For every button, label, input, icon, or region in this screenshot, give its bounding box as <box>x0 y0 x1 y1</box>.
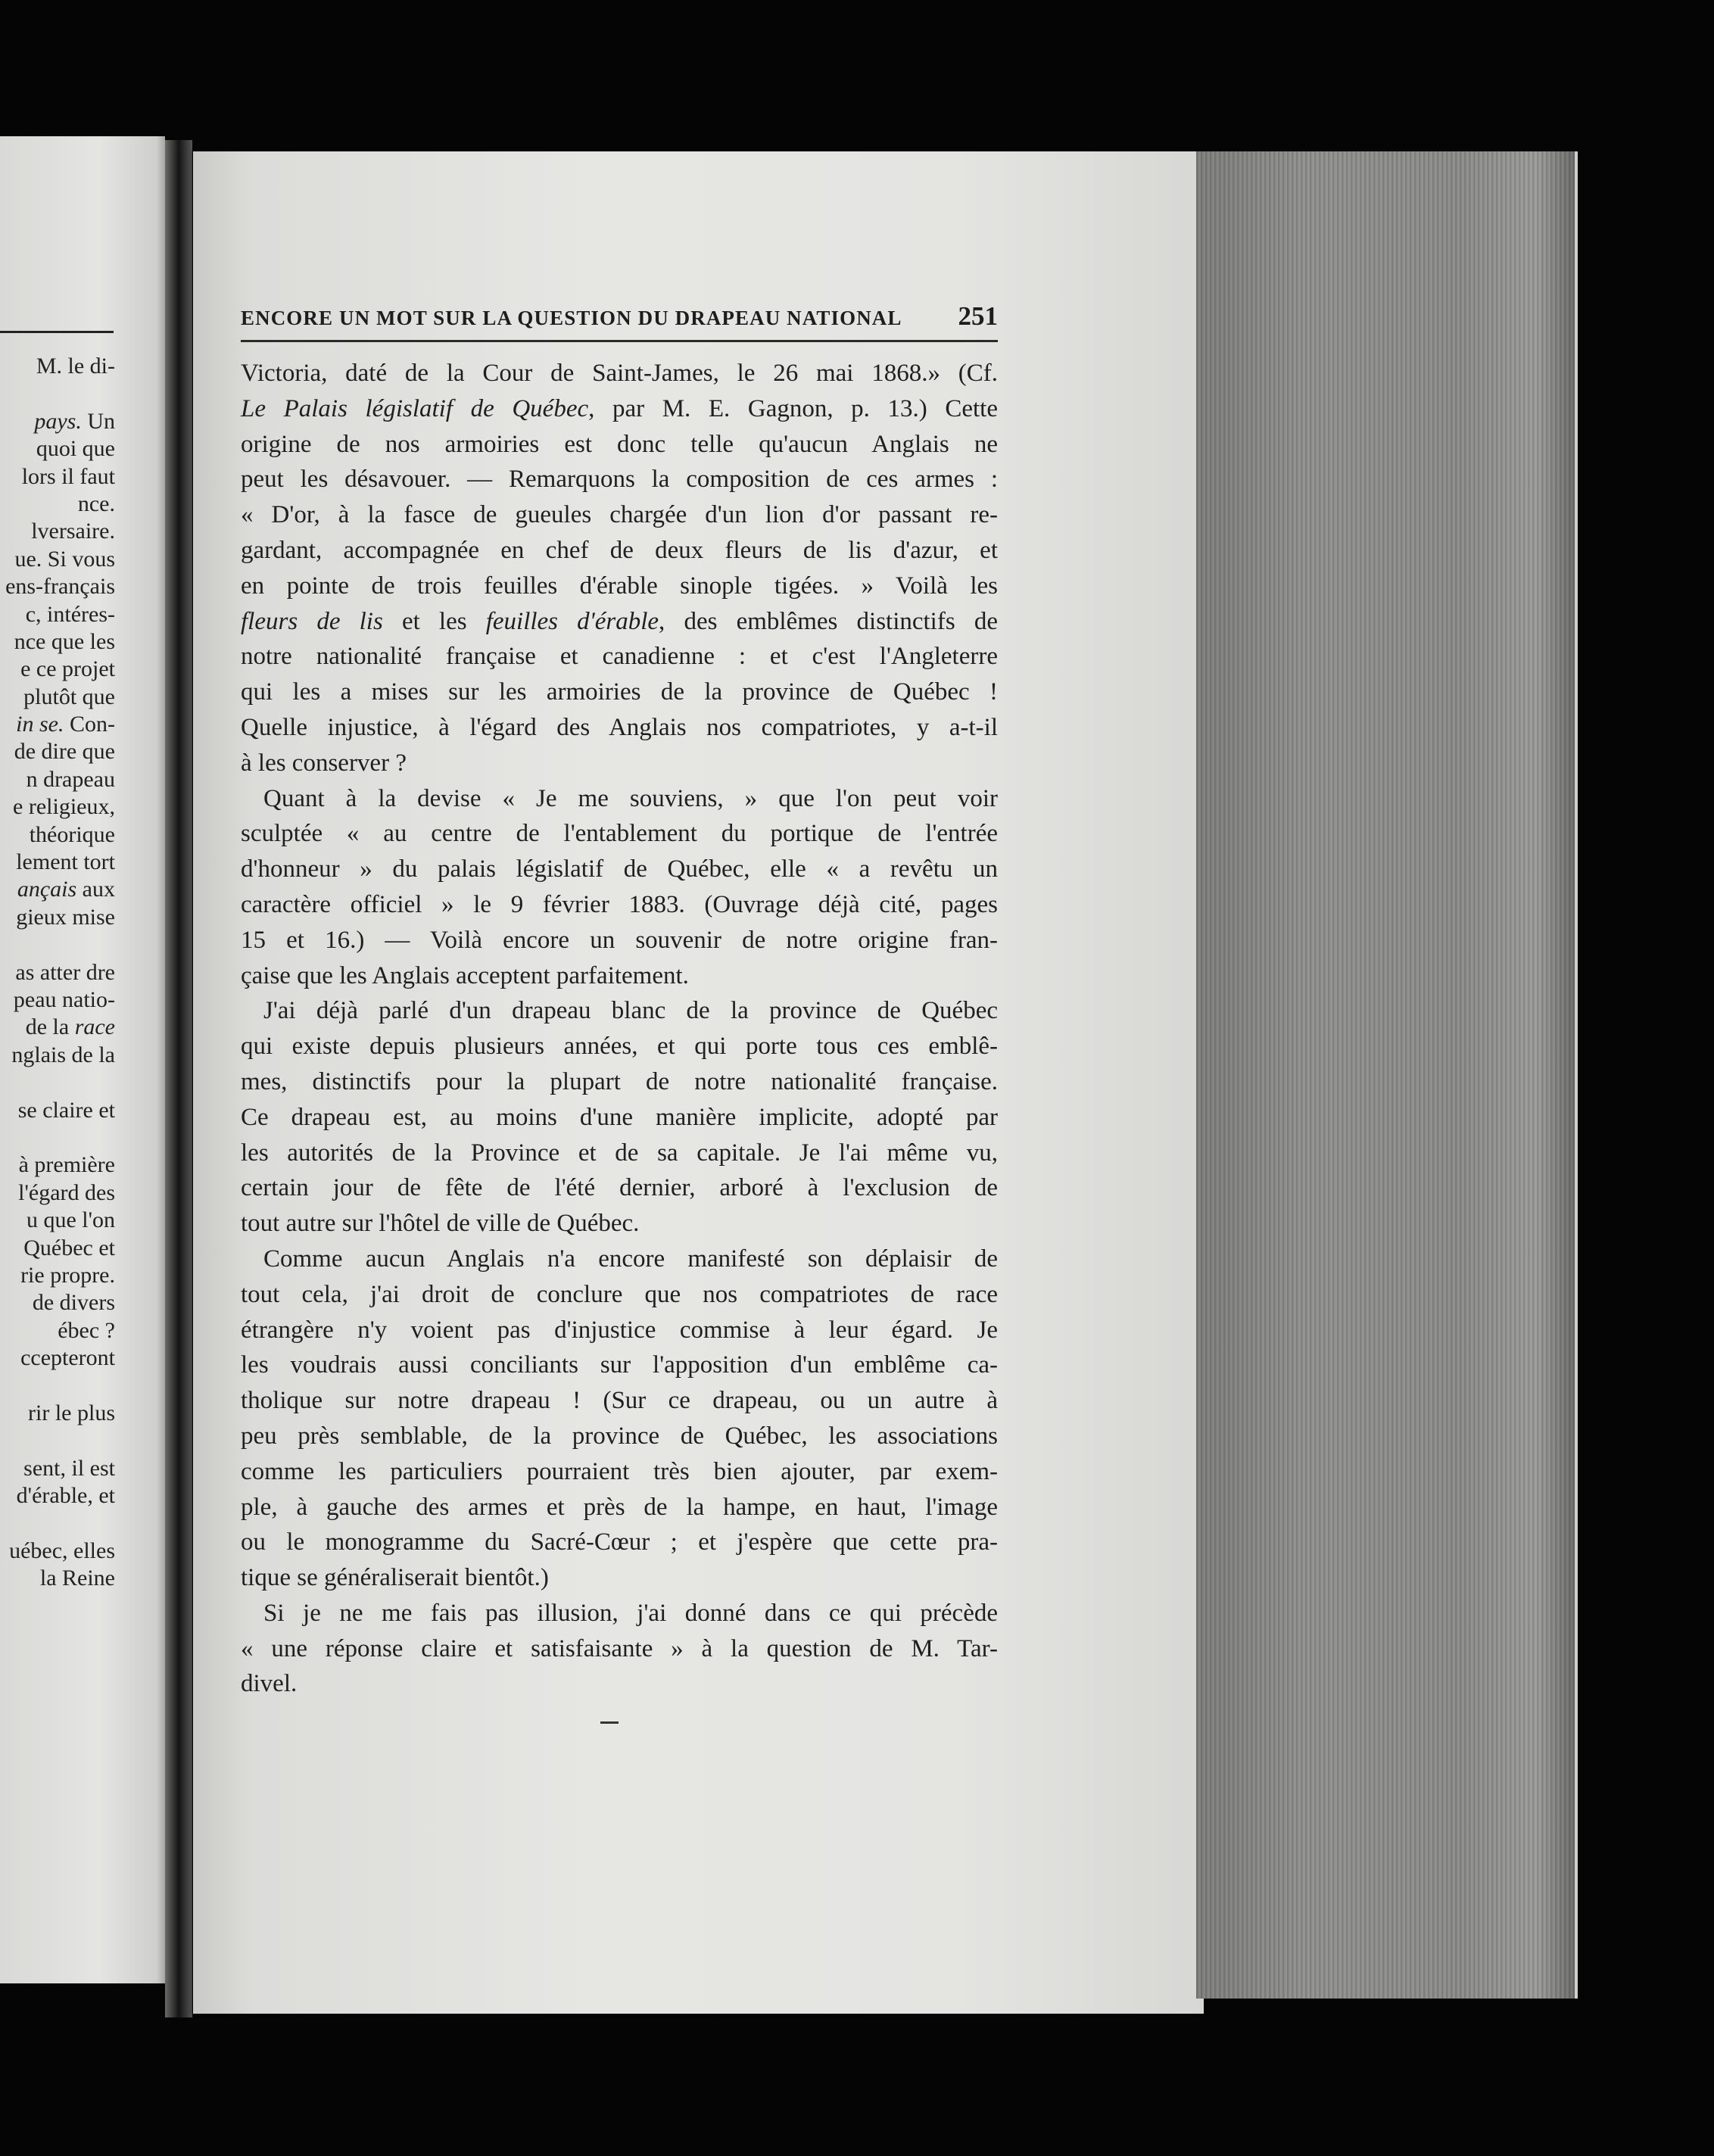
previous-page-rule <box>0 331 114 333</box>
previous-page-line: e religieux, <box>13 794 115 820</box>
text-line: peut les désavouer. — Remarquons la composition de ces armes : <box>241 466 998 494</box>
previous-page-line: nce que les <box>14 628 115 654</box>
previous-page-text <box>0 353 115 1593</box>
text-line: origine de nos armoiries est donc telle qu'aucun Anglais ne <box>241 430 998 458</box>
text-line: Ce drapeau est, au moins d'une manière implicite, adopté par <box>241 1103 998 1131</box>
running-head <box>241 301 998 336</box>
text-line: ple, à gauche des armes et près de la hampe, en haut, l'image <box>241 1493 998 1521</box>
previous-page-line <box>0 1124 115 1151</box>
text-line: mes, distinctifs pour la plupart de notre nationalité française. <box>241 1067 998 1095</box>
previous-page-line: la Reine <box>39 1566 115 1591</box>
previous-page-line: de la race <box>25 1014 115 1040</box>
text-line: tique se généraliserait bientôt.) <box>241 1564 549 1592</box>
previous-page-line: quoi que <box>36 436 115 462</box>
text-line: d'honneur » du palais législatif de Québec, elle « a revêtu un <box>241 855 998 883</box>
page-number: 251 <box>958 301 998 331</box>
previous-page-line: de divers <box>32 1290 115 1316</box>
previous-page-line: pays. Un <box>34 408 115 434</box>
previous-page-line: à première <box>18 1152 115 1178</box>
previous-page-line: in se. Con- <box>16 712 115 737</box>
previous-page-line: plutôt que <box>23 684 115 709</box>
text-line: ou le monogramme du Sacré-Cœur ; et j'espère que cette pra- <box>241 1528 998 1556</box>
previous-page-line: n drapeau <box>26 766 115 792</box>
previous-page-line: e ce projet <box>20 656 115 682</box>
text-line: les autorités de la Province et de sa capitale. Je l'ai même vu, <box>241 1139 998 1167</box>
paragraph-start-line: Si je ne me fais pas illusion, j'ai donné dans ce qui précède <box>263 1599 998 1627</box>
previous-page-line: ançais aux <box>17 877 115 902</box>
text-line: étrangère n'y voient pas d'injustice commise à leur égard. Je <box>241 1316 998 1344</box>
previous-page-line: rir le plus <box>28 1400 115 1425</box>
previous-page-line: M. le di- <box>36 354 115 379</box>
previous-page-line: peau natio- <box>13 986 115 1012</box>
text-line: à les conserver ? <box>241 749 407 777</box>
text-line: peu près semblable, de la province de Québec, les associations <box>241 1422 998 1450</box>
previous-page-line: u que l'on <box>26 1207 115 1233</box>
text-line: sculptée « au centre de l'entablement du portique de l'entrée <box>241 820 998 848</box>
previous-page-line: Québec et <box>23 1235 115 1260</box>
text-line: fleurs de lis et les feuilles d'érable, des emblêmes distinctifs de <box>241 607 998 635</box>
previous-page-line <box>0 380 115 407</box>
previous-page-line: lors il faut <box>21 463 115 489</box>
text-line: Victoria, daté de la Cour de Saint-James, le 26 mai 1868.» (Cf. <box>241 360 998 387</box>
previous-page-line: ens-français <box>5 574 115 600</box>
previous-page-line: nglais de la <box>11 1042 115 1067</box>
previous-page-line: théorique <box>29 821 115 847</box>
text-line: 15 et 16.) — Voilà encore un souvenir de notre origine fran- <box>241 926 998 954</box>
previous-page-line: lement tort <box>16 849 115 875</box>
text-line: qui existe depuis plusieurs années, et qui porte tous ces emblê- <box>241 1033 998 1061</box>
previous-page-line: l'égard des <box>18 1179 115 1205</box>
text-line: Quelle injustice, à l'égard des Anglais nos compatriotes, y a-t-il <box>241 713 998 741</box>
previous-page-line: de dire que <box>14 739 115 765</box>
previous-page-line: as atter dre <box>15 959 115 985</box>
text-line: tout autre sur l'hôtel de ville de Québec. <box>241 1210 640 1238</box>
previous-page-line <box>0 931 115 958</box>
running-title: ENCORE UN MOT SUR LA QUESTION DU DRAPEAU NATIONAL <box>241 307 902 329</box>
previous-page-line: rie propre. <box>20 1262 115 1288</box>
previous-page-line <box>0 1510 115 1537</box>
previous-page-line: ccepteront <box>20 1345 115 1371</box>
book-gutter <box>165 140 192 2017</box>
previous-page-line: se claire et <box>17 1097 115 1123</box>
previous-page-line: nce. <box>77 491 115 516</box>
text-line: qui les a mises sur les armoiries de la province de Québec ! <box>241 678 998 706</box>
previous-page-line: ue. Si vous <box>14 546 115 572</box>
text-line: les voudrais aussi conciliants sur l'apposition d'un emblême ca- <box>241 1351 998 1379</box>
text-line: tholique sur notre drapeau ! (Sur ce drapeau, ou un autre à <box>241 1387 998 1415</box>
text-line: certain jour de fête de l'été dernier, arboré à l'exclusion de <box>241 1174 998 1202</box>
previous-page-line <box>0 1427 115 1454</box>
previous-page-line: c, intéres- <box>25 601 115 627</box>
text-line: « une réponse claire et satisfaisante » à la question de M. Tar- <box>241 1634 998 1662</box>
text-line: caractère officiel » le 9 février 1883. (Ouvrage déjà cité, pages <box>241 890 998 918</box>
previous-page-line <box>0 1372 115 1399</box>
previous-page-line: gieux mise <box>16 904 115 930</box>
text-line: divel. <box>241 1670 298 1698</box>
end-mark <box>600 1721 619 1724</box>
text-line: tout cela, j'ai droit de conclure que nos compatriotes de race <box>241 1280 998 1308</box>
previous-page-line <box>0 1069 115 1096</box>
previous-page-line: uébec, elles <box>9 1538 115 1563</box>
text-line: comme les particuliers pourraient très bien ajouter, par exem- <box>241 1457 998 1485</box>
paragraph-start-line: Comme aucun Anglais n'a encore manifesté son déplaisir de <box>263 1245 998 1273</box>
paragraph-start-line: J'ai déjà parlé d'un drapeau blanc de la province de Québec <box>263 997 998 1025</box>
body-text <box>241 356 998 1702</box>
previous-page <box>0 136 165 1983</box>
previous-page-line: sent, il est <box>23 1455 115 1481</box>
text-line: « D'or, à la fasce de gueules chargée d'un lion d'or passant re- <box>241 501 998 529</box>
previous-page-line: d'érable, et <box>16 1483 115 1509</box>
previous-page-line: lversaire. <box>31 519 115 544</box>
text-line: notre nationalité française et canadienne : et c'est l'Angleterre <box>241 643 998 671</box>
text-line: gardant, accompagnée en chef de deux fleurs de lis d'azur, et <box>241 536 998 564</box>
previous-page-line: ébec ? <box>58 1317 115 1343</box>
text-line: en pointe de trois feuilles d'érable sinople tigées. » Voilà les <box>241 572 998 600</box>
page-block-edge <box>1196 151 1578 1999</box>
header-rule <box>241 340 998 342</box>
paragraph-start-line: Quant à la devise « Je me souviens, » que l'on peut voir <box>263 784 998 812</box>
text-line: çaise que les Anglais acceptent parfaitement. <box>241 961 689 989</box>
text-line: Le Palais législatif de Québec, par M. E. Gagnon, p. 13.) Cette <box>241 394 998 422</box>
